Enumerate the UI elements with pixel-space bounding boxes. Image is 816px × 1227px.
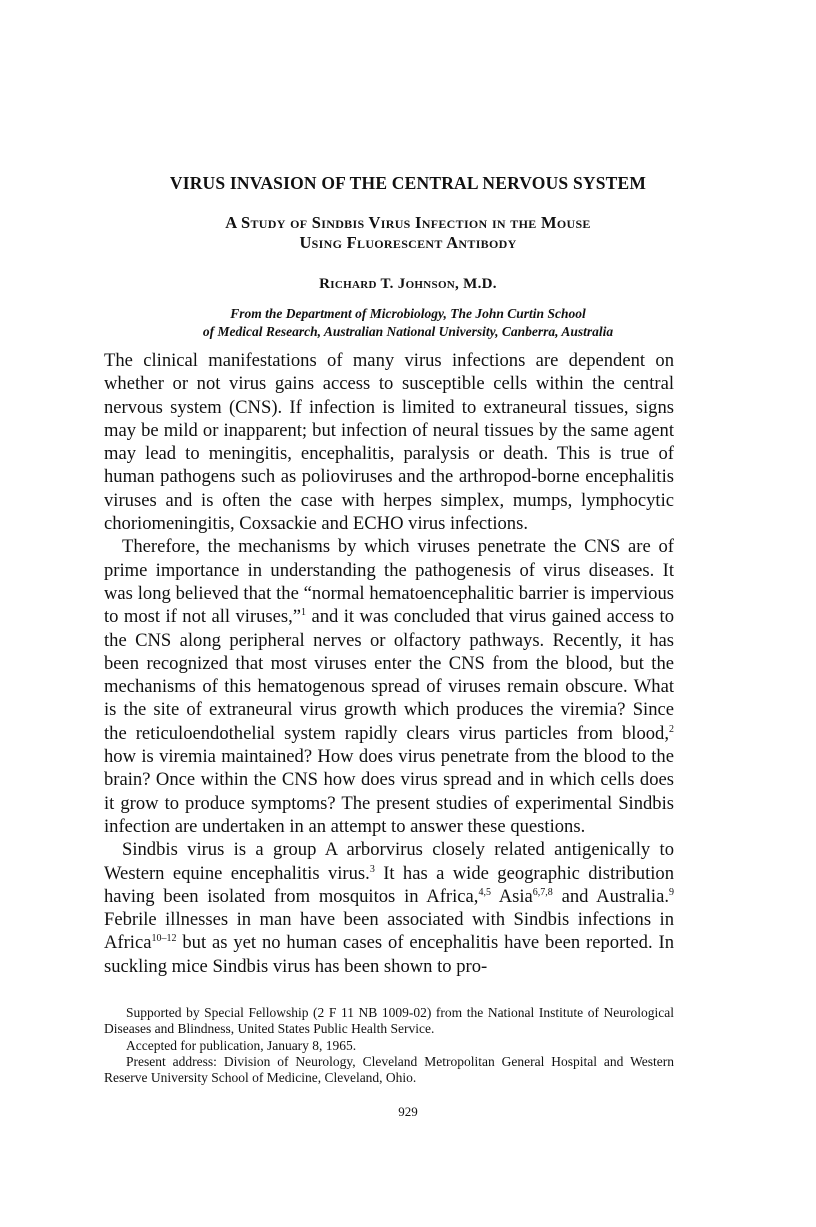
p3-text-e: Febrile illnesses in man have been associated with Sindbis infections in Africa — [104, 909, 674, 954]
p3-text-d: and Australia. — [552, 885, 669, 907]
body-text — [104, 349, 674, 978]
p2-text-c: how is viremia maintained? How does virus penetrate from the blood to the brain? Once within the CNS how does virus spread and in which cells does it grow to produce symptoms? The present studies of experimental Sindbis infection are undertaken in an attempt to answer these questions. — [104, 746, 674, 837]
citation-ref: 4,5 — [478, 886, 491, 898]
citation-ref: 3 — [369, 863, 375, 875]
citation-ref: 6,7,8 — [532, 886, 553, 898]
paragraph-3 — [104, 838, 674, 978]
footnotes — [104, 1005, 674, 1086]
p2-text-b: and it was concluded that virus gained access to the CNS along peripheral nerves or olfactory pathways. Recently, it has been recognized that most viruses enter the CNS from the blood, but the mechanisms of this hematogenous spread of viruses remain obscure. What is the site of extraneural virus growth which produces the viremia? Since the reticuloendothelial system rapidly clears virus particles from blood, — [104, 606, 674, 744]
citation-ref: 9 — [668, 886, 674, 898]
subtitle-line-2: Using Fluorescent Antibody — [299, 233, 517, 252]
citation-ref: 10–12 — [151, 933, 177, 945]
affiliation — [100, 305, 716, 341]
p3-text-f: but as yet no human cases of encephalitis have been reported. In suckling mice Sindbis virus has been shown to pro- — [104, 932, 674, 977]
p3-text-a: Sindbis virus is a group A arborvirus closely related antigenically to Western equine encephalitis virus. — [104, 839, 674, 884]
affiliation-line-2: of Medical Research, Australian National University, Canberra, Australia — [202, 324, 614, 339]
article-subtitle — [0, 213, 816, 253]
p3-text-b: It has a wide geographic distribution having been isolated from mosquitos in Africa, — [104, 862, 674, 907]
citation-ref: 2 — [669, 723, 674, 735]
p2-text-a: Therefore, the mechanisms by which viruses penetrate the CNS are of prime importance in understanding the pathogenesis of virus diseases. It was long believed that the “normal hematoencephalitic barrier is impervious to most if not all viruses,” — [104, 536, 674, 628]
p3-text-c: Asia — [490, 885, 533, 907]
page-number: 929 — [398, 1104, 418, 1119]
article-title: VIRUS INVASION OF THE CENTRAL NERVOUS SYSTEM — [169, 173, 647, 193]
footnote-address: Present address: Division of Neurology, Cleveland Metropolitan General Hospital and Western Reserve University School of Medicine, Cleveland, Ohio. — [104, 1053, 674, 1086]
citation-ref: 1 — [301, 607, 307, 619]
author: Richard T. Johnson, M.D. — [319, 276, 497, 292]
paragraph-1: The clinical manifestations of many virus infections are dependent on whether or not virus gains access to susceptible cells within the central nervous system (CNS). If infection is limited to extraneural tissues, signs may be mild or inapparent; but infection of neural tissues by the same agent may lead to meningitis, encephalitis, paralysis or death. This is true of human pathogens such as polioviruses and the arthropod-borne encephalitis viruses and is often the case with herpes simplex, mumps, lymphocytic choriomeningitis, Coxsackie and ECHO virus infections. — [104, 350, 674, 535]
footnote-accepted: Accepted for publication, January 8, 1965. — [126, 1037, 357, 1053]
paragraph-2 — [104, 535, 674, 838]
subtitle-line-1: A Study of Sindbis Virus Infection in the Mouse — [225, 213, 591, 232]
affiliation-line-1: From the Department of Microbiology, The John Curtin School — [230, 306, 586, 321]
footnote-support: Supported by Special Fellowship (2 F 11 NB 1009-02) from the National Institute of Neurological Diseases and Blindness, United States Public Health Service. — [104, 1005, 674, 1037]
